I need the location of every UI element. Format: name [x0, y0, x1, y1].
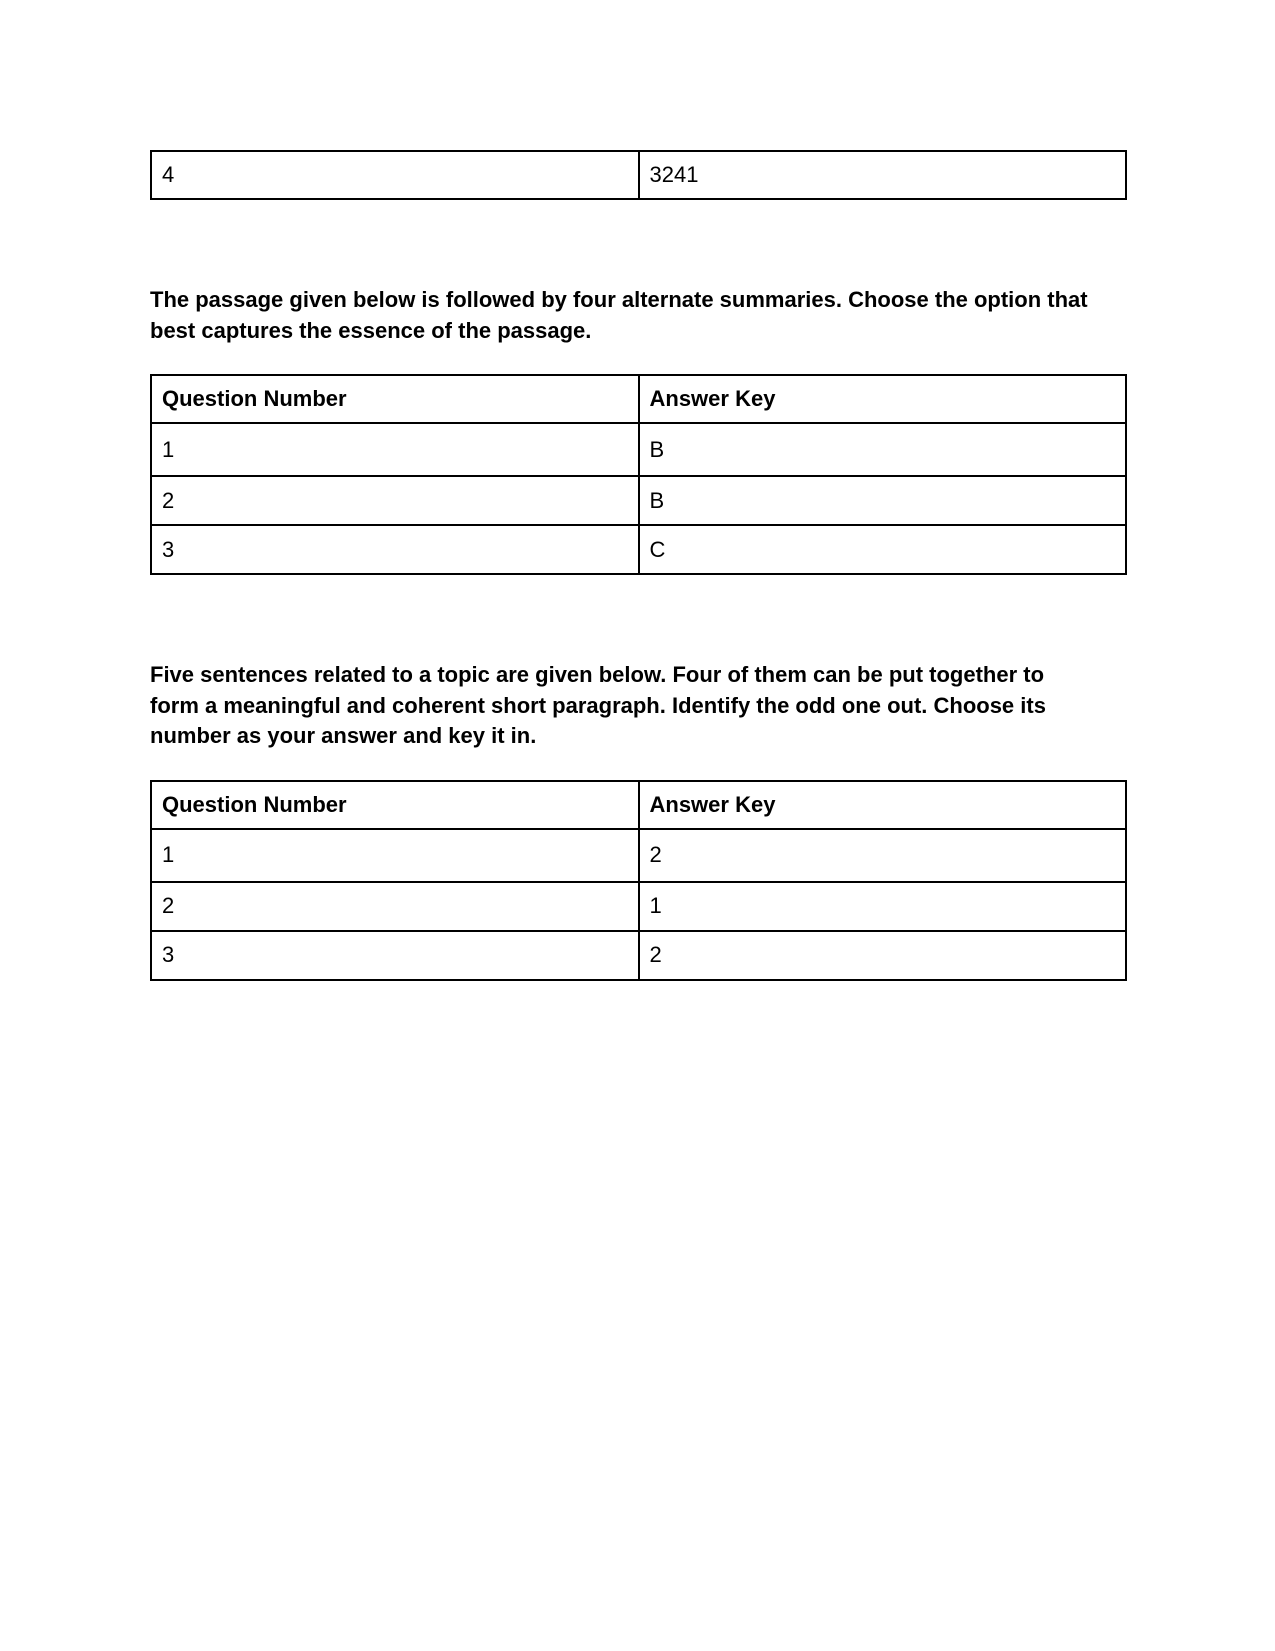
table-row	[151, 525, 1126, 574]
table-row	[151, 476, 1126, 525]
answer-key-header: Answer Key	[639, 375, 1127, 423]
question-number-cell: 3	[151, 525, 639, 574]
question-number-header: Question Number	[151, 781, 639, 829]
top-answer-table	[150, 150, 1127, 200]
answer-key-header: Answer Key	[639, 781, 1127, 829]
question-number-cell: 4	[151, 151, 639, 199]
answer-key-cell: C	[639, 525, 1127, 574]
table-header-row	[151, 375, 1126, 423]
answer-key-cell: B	[639, 476, 1127, 525]
answer-key-cell: 2	[639, 829, 1127, 882]
question-number-header: Question Number	[151, 375, 639, 423]
table-row	[151, 829, 1126, 882]
table-header-row	[151, 781, 1126, 829]
table-row	[151, 423, 1126, 476]
section-2-instruction: Five sentences related to a topic are given below. Four of them can be put together to form a meaningful and coherent short paragraph. Identify the odd one out. Choose its number as your answer and key it in.	[150, 662, 1046, 748]
section-1-answer-table	[150, 374, 1127, 575]
answer-key-cell: 3241	[639, 151, 1127, 199]
page-content	[150, 150, 1127, 981]
table-row	[151, 931, 1126, 980]
answer-key-cell: 2	[639, 931, 1127, 980]
question-number-cell: 1	[151, 423, 639, 476]
question-number-cell: 2	[151, 476, 639, 525]
question-number-cell: 1	[151, 829, 639, 882]
question-number-cell: 2	[151, 882, 639, 931]
section-2-answer-table	[150, 780, 1127, 981]
section-1-instruction: The passage given below is followed by four alternate summaries. Choose the option that best captures the essence of the passage.	[150, 287, 1088, 343]
table-row	[151, 151, 1126, 199]
table-row	[151, 882, 1126, 931]
question-number-cell: 3	[151, 931, 639, 980]
answer-key-cell: B	[639, 423, 1127, 476]
answer-key-cell: 1	[639, 882, 1127, 931]
